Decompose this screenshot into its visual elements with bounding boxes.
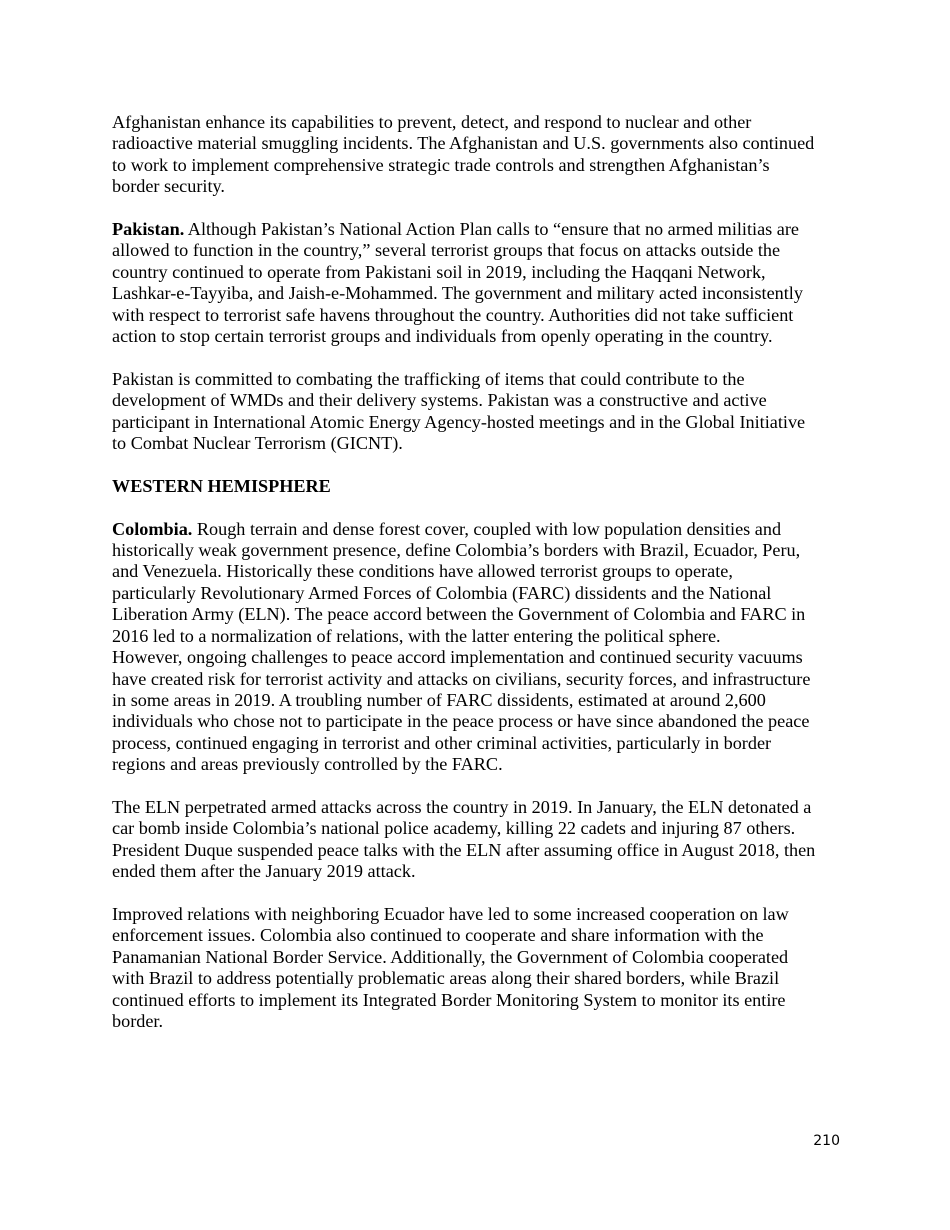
paragraph-text: Improved relations with neighboring Ecuador have led to some increased cooperation on law enforcement issues. Colombia also continued to cooperate and share information with the Panamanian National Border Service. Additionally, the Government of Colombia cooperated with Brazil to address potentially problematic areas along their shared borders, while Brazil continued efforts to implement its Integrated Border Monitoring System to monitor its entire border. [112,903,789,1031]
paragraph-pakistan [112,219,840,347]
paragraph-afghanistan-continued [112,112,840,198]
paragraph-text: Although Pakistan’s National Action Plan calls to “ensure that no armed militias are allowed to function in the country,” several terrorist groups that focus on attacks outside the country continued to operate from Pakistani soil in 2019, including the Haqqani Network, Lashkar-e-Tayyiba, and Jaish-e-Mohammed. The government and military acted inconsistently with respect to terrorist safe havens throughout the country. Authorities did not take sufficient action to stop certain terrorist groups and individuals from openly operating in the country. [112,219,803,347]
page-number: 210 [813,1133,840,1149]
paragraph-colombia [112,519,840,776]
paragraph-text: Afghanistan enhance its capabilities to prevent, detect, and respond to nuclear and other radioactive material smuggling incidents. The Afghanistan and U.S. governments also continued to work to implement comprehensive strategic trade controls and strengthen Afghanistan’s border security. [112,112,815,197]
paragraph-text: Pakistan is committed to combating the trafficking of items that could contribute to the development of WMDs and their delivery systems. Pakistan was a constructive and active participant in International Atomic Energy Agency-hosted meetings and in the Global Initiative to Combat Nuclear Terrorism (GICNT). [112,368,806,454]
paragraph-lead-pakistan: Pakistan. [112,219,185,240]
document-page [112,112,840,1054]
paragraph-eln-attacks [112,797,840,883]
paragraph-text: The ELN perpetrated armed attacks across the country in 2019. In January, the ELN detonated a car bomb inside Colombia’s national police academy, killing 22 cadets and injuring 87 others. President Duque suspended peace talks with the ELN after assuming office in August 2018, then ended them after the January 2019 attack. [112,796,816,882]
paragraph-text: Rough terrain and dense forest cover, coupled with low population densities and historically weak government presence, define Colombia’s borders with Brazil, Ecuador, Peru, and Venezuela. Historically these conditions have allowed terrorist groups to operate, particularly Revolutionary Armed Forces of Colombia (FARC) dissidents and the National Liberation Army (ELN). The peace accord between the Government of Colombia and FARC in 2016 led to a normalization of relations, with the latter entering the political sphere. However, ongoing challenges to peace accord implementation and continued security vacuums have created risk for terrorist activity and attacks on civilians, security forces, and infrastructure in some areas in 2019. A troubling number of FARC dissidents, estimated at around 2,600 individuals who chose not to participate in the peace process or have since abandoned the peace process, continued engaging in terrorist and other criminal activities, particularly in border regions and areas previously controlled by the FARC. [112,518,811,775]
paragraph-pakistan-wmd [112,369,840,455]
paragraph-lead-colombia: Colombia. [112,518,193,539]
paragraph-ecuador-relations [112,904,840,1032]
section-heading: WESTERN HEMISPHERE [112,475,331,496]
